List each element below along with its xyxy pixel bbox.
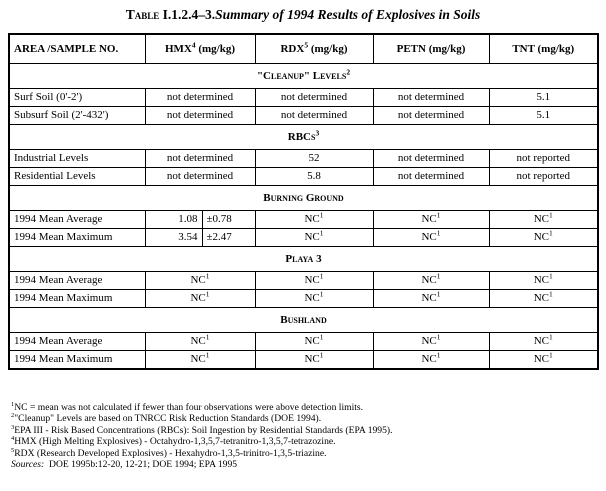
section-burning-ground: Burning Ground bbox=[9, 186, 598, 211]
footnote: $^3$EPA III - Risk Based Concentrations (RBCs): Soil Ingestion by Residential Standards (EPA 1995). bbox=[11, 423, 393, 436]
table-row: 1994 Mean Maximum $NC^1$ $NC^1$ $NC^1$ $NC^1$ bbox=[9, 290, 598, 308]
section-bushland: Bushland bbox=[9, 308, 598, 333]
header-area: AREA /SAMPLE NO. bbox=[9, 34, 145, 64]
table-row: Residential Levels not determined 5.8 not determined not reported bbox=[9, 168, 598, 186]
footnote: $^5$RDX (Research Developed Explosives) - Hexahydro-1,3,5-trinitro-1,3,5-triazine. bbox=[11, 446, 327, 459]
footnotes bbox=[11, 402, 601, 470]
table-row: Industrial Levels not determined 52 not determined not reported bbox=[9, 150, 598, 168]
section-rbcs: RBCs$^3$ bbox=[9, 125, 598, 150]
header-petn: PETN (mg/kg) bbox=[373, 34, 489, 64]
table-row: Surf Soil (0'-2') not determined not determined not determined 5.1 bbox=[9, 89, 598, 107]
table-row: 1994 Mean Average $NC^1$ $NC^1$ $NC^1$ $NC^1$ bbox=[9, 272, 598, 290]
table-number: Table I.1.2.4–3. bbox=[125, 7, 216, 22]
results-table-container bbox=[8, 33, 597, 370]
footnote: $^2$"Cleanup" Levels are based on TNRCC Risk Reduction Standards (DOE 1994). bbox=[11, 412, 322, 425]
table-row: 1994 Mean Maximum $NC^1$ $NC^1$ $NC^1$ $NC^1$ bbox=[9, 351, 598, 370]
table-title bbox=[0, 7, 606, 23]
table-row: Subsurf Soil (2'-432') not determined not determined not determined 5.1 bbox=[9, 107, 598, 125]
footnote: $^1$NC = mean was not calculated if fewer than four observations were above detection limits. bbox=[11, 400, 364, 413]
section-playa-3: Playa 3 bbox=[9, 247, 598, 272]
table-row: 1994 Mean Average 1.08 ±0.78 $NC^1$ $NC^1$ $NC^1$ bbox=[9, 211, 598, 229]
table-row: 1994 Mean Average $NC^1$ $NC^1$ $NC^1$ $NC^1$ bbox=[9, 333, 598, 351]
table-subtitle: Summary of 1994 Results of Explosives in Soils bbox=[215, 7, 481, 22]
section-cleanup-levels: "Cleanup" Levels$^2$ bbox=[9, 64, 598, 89]
header-tnt: TNT (mg/kg) bbox=[489, 34, 598, 64]
header-hmx: HMX$^4$ (mg/kg) bbox=[145, 34, 255, 64]
results-table bbox=[8, 33, 599, 370]
sources-line: Sources: DOE 1995b:12-20, 12-21; DOE 1994; EPA 1995 bbox=[11, 459, 238, 471]
header-rdx: RDX$^5$ (mg/kg) bbox=[255, 34, 373, 64]
table-row: 1994 Mean Maximum 3.54 ±2.47 $NC^1$ $NC^1$ $NC^1$ bbox=[9, 229, 598, 247]
header-row bbox=[9, 34, 598, 64]
footnote: $^4$HMX (High Melting Explosives) - Octahydro-1,3,5,7-tetranitro-1,3,5,7-tetrazozine. bbox=[11, 435, 336, 448]
